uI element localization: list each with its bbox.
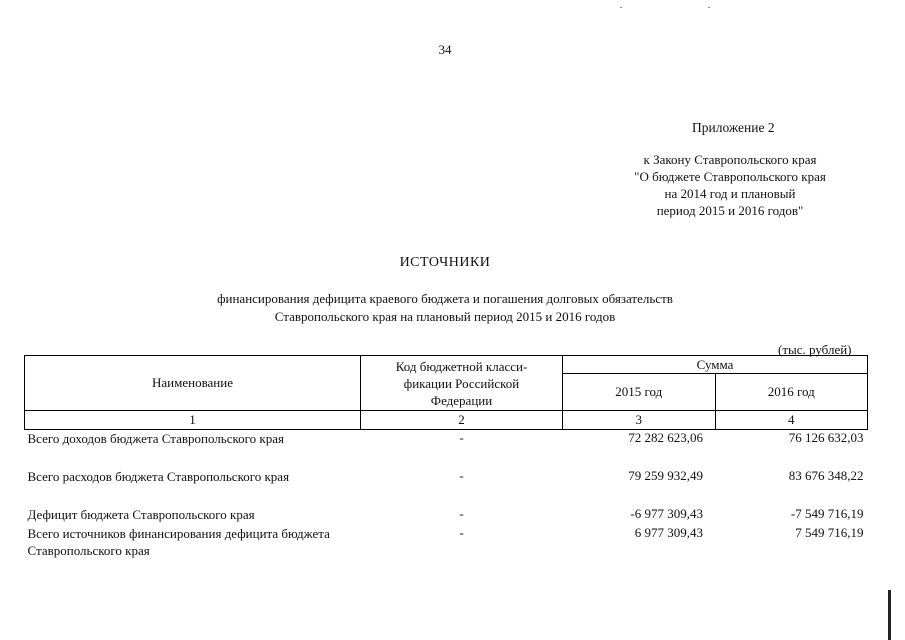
row-value-2015: -6 977 309,43 <box>630 506 703 521</box>
row-name: Всего источников финансирования дефицита бюджета Ставропольского края <box>27 526 330 558</box>
header-year-2015: 2015 год <box>563 374 716 411</box>
row-value-2015: 72 282 623,06 <box>628 430 703 445</box>
header-name: Наименование <box>25 356 361 411</box>
column-number-row <box>25 411 868 430</box>
law-reference <box>600 151 860 219</box>
row-value-2016: 76 126 632,03 <box>788 430 864 445</box>
row-value-2016: -7 549 716,19 <box>790 506 864 521</box>
appendix-title: Приложение 2 <box>692 120 775 135</box>
header-year-2016: 2016 год <box>715 374 868 411</box>
column-number: 4 <box>715 411 868 430</box>
table-row <box>25 506 868 525</box>
units-label: (тыс. рублей) <box>778 342 852 357</box>
page-number: 34 <box>438 42 452 57</box>
law-reference-line: "О бюджете Ставропольского края <box>634 169 826 184</box>
column-number: 3 <box>563 411 716 430</box>
row-value-2015: 79 259 932,49 <box>628 468 703 483</box>
financing-sources-table <box>24 355 868 565</box>
table-row <box>25 430 868 469</box>
law-reference-line: к Закону Ставропольского края <box>643 152 817 167</box>
scan-edge-mark <box>888 590 891 640</box>
row-code: - <box>459 430 464 445</box>
header-code-line: Федерации <box>430 392 493 408</box>
row-name: Всего доходов бюджета Ставропольского края <box>27 431 284 446</box>
row-value-2016: 7 549 716,19 <box>795 525 864 540</box>
column-number: 2 <box>361 411 563 430</box>
subtitle-line: Ставропольского края на плановый период 2015 и 2016 годов <box>274 309 616 324</box>
row-code: - <box>459 468 464 483</box>
row-name: Всего расходов бюджета Ставропольского края <box>27 469 290 484</box>
law-reference-line: на 2014 год и плановый <box>664 186 796 201</box>
table-row <box>25 468 868 506</box>
scan-speck <box>708 7 710 8</box>
header-sum: Сумма <box>563 356 868 374</box>
header-code <box>361 356 563 411</box>
document-subtitle <box>0 290 890 326</box>
row-value-2015: 6 977 309,43 <box>634 525 703 540</box>
row-code: - <box>459 525 464 540</box>
header-code-line: фикации Российской <box>403 375 520 391</box>
subtitle-line: финансирования дефицита краевого бюджета и погашения долговых обязательств <box>217 291 673 306</box>
row-value-2016: 83 676 348,22 <box>788 468 864 483</box>
document-title: ИСТОЧНИКИ <box>399 255 491 270</box>
row-code: - <box>459 506 464 521</box>
row-name: Дефицит бюджета Ставропольского края <box>27 507 255 522</box>
law-reference-line: период 2015 и 2016 годов" <box>656 203 804 218</box>
header-code-line: Код бюджетной класси- <box>395 358 528 374</box>
column-number: 1 <box>25 411 361 430</box>
table-row <box>25 525 868 565</box>
scan-speck <box>620 7 622 8</box>
